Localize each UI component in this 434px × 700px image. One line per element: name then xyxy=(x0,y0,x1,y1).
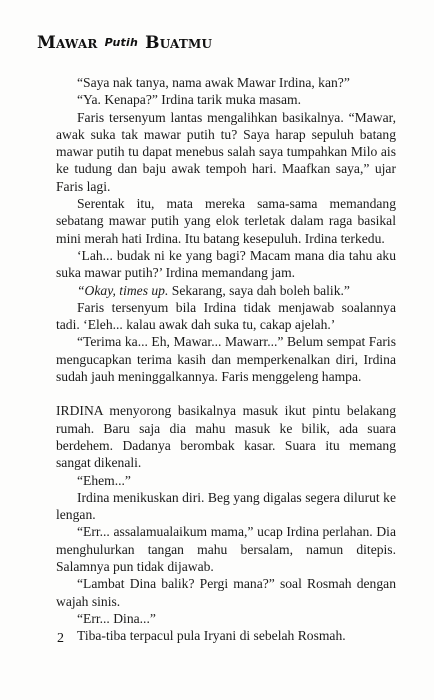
page-number: 2 xyxy=(57,631,64,646)
paragraph: Tiba-tiba terpacul pula Iryani di sebelah Rosmah. xyxy=(77,628,346,644)
italic-phrase: “Okay, times up. xyxy=(77,282,169,298)
body-text xyxy=(56,74,396,645)
paragraph: “Saya nak tanya, nama awak Mawar Irdina, kan?” xyxy=(77,75,350,90)
paragraph: “Err... assalamualaikum mama,” ucap Irdina perlahan. Dia menghulurkan tangan mahu bersalam, namun ditepis. Salamnya pun tidak dijawab. xyxy=(56,524,396,575)
paragraph: “Lambat Dina balik? Pergi mana?” soal Rosmah dengan wajah sinis. xyxy=(56,576,396,609)
paragraph: Irdina menikuskan diri. Beg yang digalas segera dilurut ke lengan. xyxy=(56,489,396,523)
running-head-word-3: Buatmu xyxy=(145,33,213,53)
paragraph: “Err... Dina...” xyxy=(77,610,156,626)
paragraph: Serentak itu, mata mereka sama-sama memandang sebatang mawar putih yang elok terletak dalam raga basikal mini merah hati Irdina. Itu batang kesepuluh. Irdina terkedu. xyxy=(56,196,396,246)
paragraph: “Ehem...” xyxy=(77,472,131,488)
paragraph: ‘Lah... budak ni ke yang bagi? Macam mana dia tahu aku suka mawar putih?’ Irdina memandang jam. xyxy=(56,247,396,281)
paragraph: Faris tersenyum bila Irdina tidak menjawab soalannya tadi. ‘Eleh... kalau awak dah suka tu, cakap ajelah.’ xyxy=(56,299,396,333)
paragraph xyxy=(56,282,396,299)
section-start-paragraph: IRDINA menyorong basikalnya masuk ikut pintu belakang rumah. Baru saja dia mahu masuk ke bilik, ada suara berdehem. Dadanya berombak kasar. Suara itu memang sangat dikenali. xyxy=(56,403,396,471)
paragraph: “Ya. Kenapa?” Irdina tarik muka masam. xyxy=(77,92,301,108)
paragraph-rest: Sekarang, saya dah boleh balik.” xyxy=(168,282,350,298)
running-head xyxy=(37,33,212,53)
paragraph: Faris tersenyum lantas mengalihkan basikalnya. “Mawar, awak suka tak mawar putih tu? Saya harap sepuluh batang mawar putih tu dapat menebus salah saya tumpahkan Milo ais ke tudung dan baju awak tempoh hari. Maafkan saya,” ujar Faris lagi. xyxy=(56,109,396,194)
paragraph: “Terima ka... Eh, Mawar... Mawarr...” Belum sempat Faris mengucapkan terima kasih dan memperkenalkan diri, Irdina sudah jauh meninggalkannya. Faris menggeleng hampa. xyxy=(56,334,396,385)
running-head-word-2: Putih xyxy=(104,36,139,49)
running-head-word-1: Mawar xyxy=(37,33,98,53)
